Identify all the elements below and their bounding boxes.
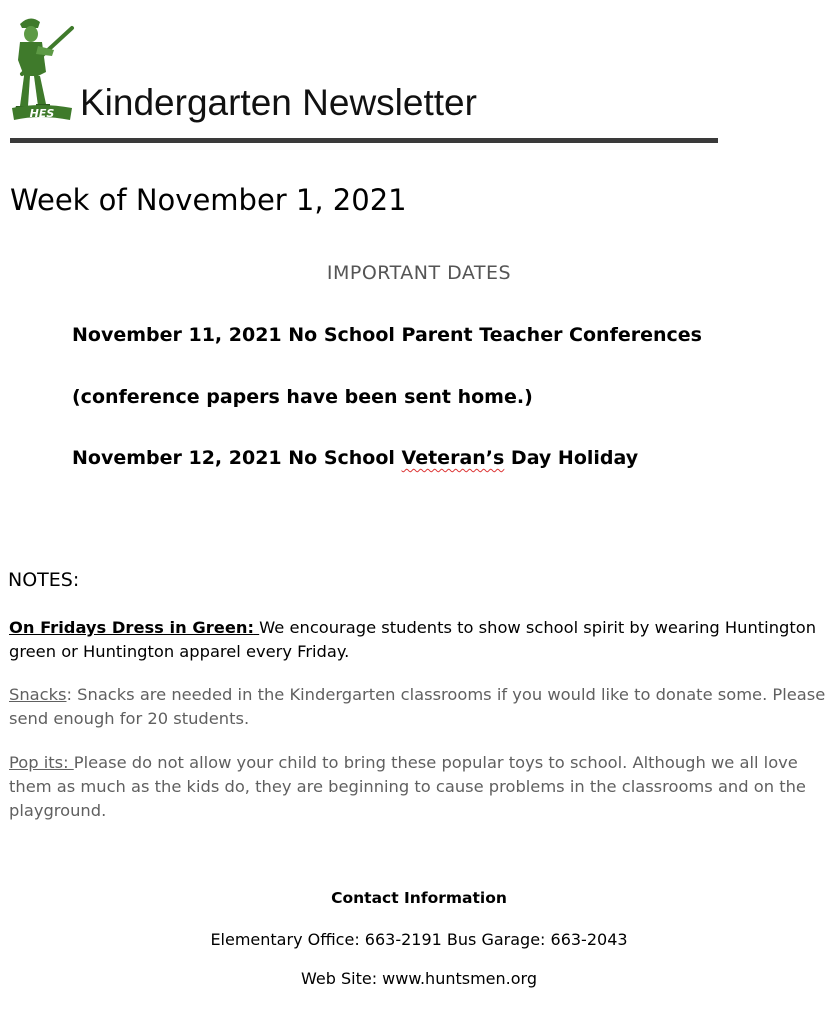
school-logo <box>8 10 80 122</box>
spellcheck-flagged-word: Veteran’s <box>401 447 505 469</box>
note-text: Please do not allow your child to bring these popular toys to school. Although we all love them as much as the kids do, they are beginning to cause problems in the classrooms and on the playground. <box>9 753 806 820</box>
date-line-text: Day Holiday <box>504 447 639 469</box>
note-label: Snacks <box>9 685 67 704</box>
important-date-line: (conference papers have been sent home.) <box>72 386 533 408</box>
note-text: We encourage students to show school spirit by wearing Huntington green or Huntington apparel every Friday. <box>9 618 817 661</box>
header-divider <box>10 138 718 143</box>
important-date-line: November 11, 2021 No School Parent Teacher Conferences <box>72 324 702 346</box>
newsletter-title: Kindergarten Newsletter <box>80 82 477 123</box>
notes-heading: NOTES: <box>8 569 80 591</box>
note-pop-its <box>9 751 837 823</box>
date-line-text: November 12, 2021 No School <box>72 447 402 469</box>
contact-phones: Elementary Office: 663-2191 Bus Garage: 663-2043 <box>210 930 628 949</box>
important-date-line <box>72 447 638 469</box>
note-label: On Fridays Dress in Green: <box>9 618 254 637</box>
note-dress-green <box>9 616 837 664</box>
contact-heading: Contact Information <box>331 889 507 907</box>
logo-text: HES <box>29 107 55 120</box>
important-dates-heading: IMPORTANT DATES <box>326 262 512 284</box>
note-snacks <box>9 683 837 731</box>
note-label: Pop its: <box>9 753 74 772</box>
note-text: : Snacks are needed in the Kindergarten classrooms if you would like to donate some. Please send enough for 20 students. <box>9 685 826 728</box>
contact-website: Web Site: www.huntsmen.org <box>301 969 537 988</box>
week-heading: Week of November 1, 2021 <box>10 183 407 217</box>
huntsman-soldier-icon <box>8 10 80 122</box>
